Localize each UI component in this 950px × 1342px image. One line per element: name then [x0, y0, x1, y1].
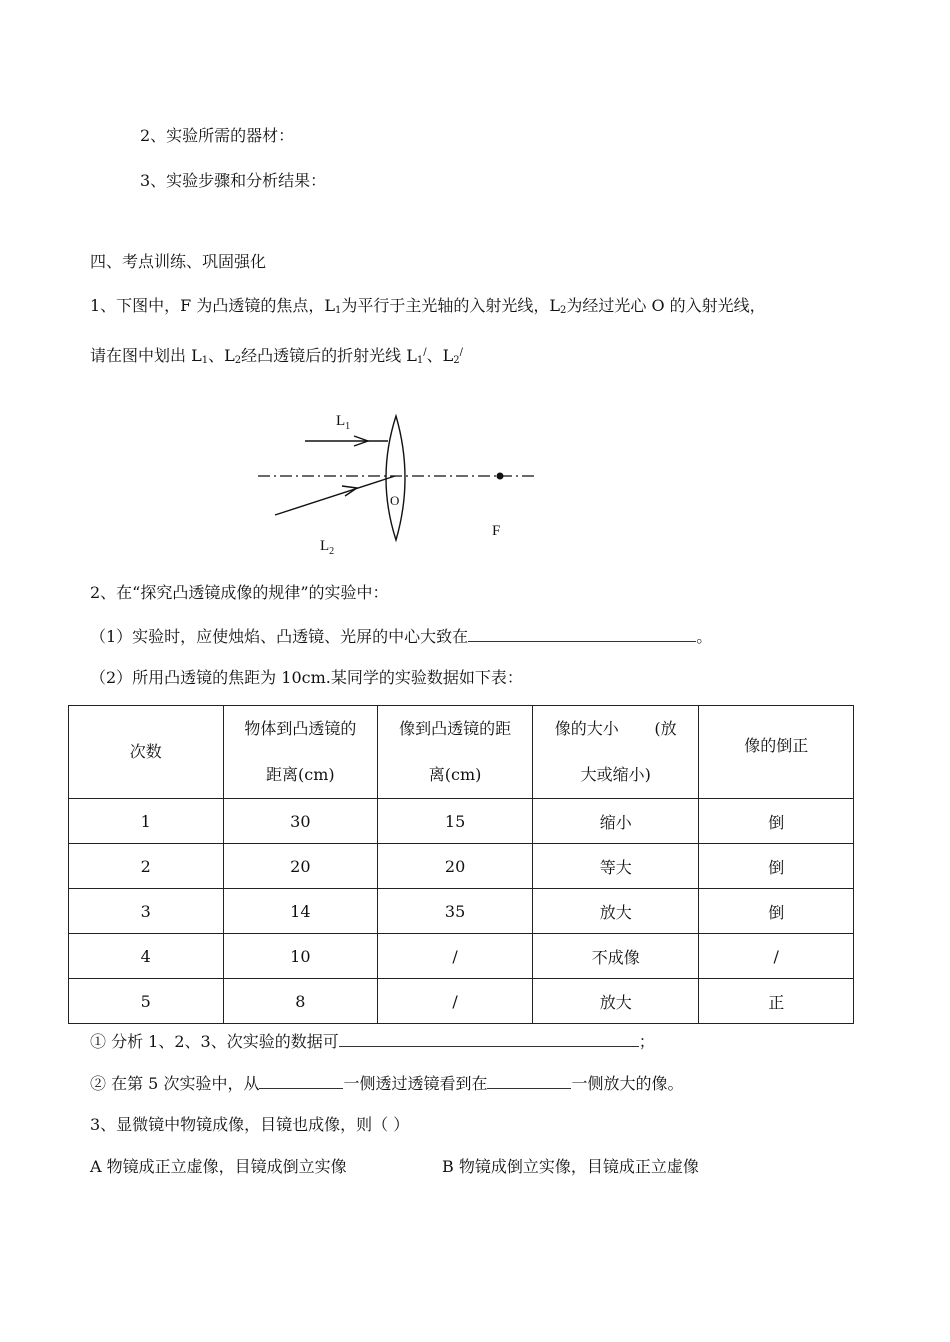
cell-trial: 2	[69, 844, 224, 889]
section-4-heading: 四、考点训练、巩固强化	[90, 252, 267, 271]
q1-text-a: 1、下图中，F 为凸透镜的焦点，L	[90, 296, 335, 315]
answer-blank-analysis-1[interactable]	[339, 1030, 639, 1047]
cell-image-distance: /	[378, 979, 533, 1024]
ray-l2	[275, 476, 395, 515]
analysis-2	[90, 1072, 683, 1095]
label-optical-center: O	[390, 493, 400, 508]
question-3-option-a[interactable]: A 物镜成正立虚像，目镜成倒立实像	[90, 1157, 347, 1176]
cell-orientation: 倒	[699, 799, 854, 844]
question-3-option-b[interactable]: B 物镜成倒立实像，目镜成正立虚像	[442, 1157, 699, 1176]
q1b-sup-4: /	[459, 347, 463, 358]
cell-orientation: 倒	[699, 889, 854, 934]
cell-image-size: 缩小	[532, 799, 699, 844]
analysis-2-text-c: 一侧放大的像。	[571, 1074, 684, 1093]
question-2-part-1	[90, 625, 712, 648]
experiment-data-table	[68, 705, 854, 1024]
convex-lens-diagram	[250, 400, 550, 565]
q1-sub-1: 1	[335, 305, 342, 316]
cell-image-distance: 15	[378, 799, 533, 844]
cell-trial: 4	[69, 934, 224, 979]
cell-image-distance: 35	[378, 889, 533, 934]
item-3-steps: 3、实验步骤和分析结果：	[140, 171, 327, 190]
cell-object-distance: 8	[223, 979, 378, 1024]
q1b-text-c: 经凸透镜后的折射光线 L	[241, 346, 417, 365]
question-1-line-2	[90, 342, 463, 372]
answer-blank-center-line[interactable]	[468, 625, 696, 642]
cell-trial: 1	[69, 799, 224, 844]
analysis-2-text-b: 一侧透过透镜看到在	[343, 1074, 488, 1093]
q1b-text-a: 请在图中划出 L	[90, 346, 202, 365]
cell-image-size: 不成像	[532, 934, 699, 979]
cell-image-distance: /	[378, 934, 533, 979]
table-row	[69, 799, 854, 844]
table-row	[69, 844, 854, 889]
focal-point-dot	[497, 473, 504, 480]
answer-blank-analysis-2a[interactable]	[259, 1072, 343, 1089]
table-row	[69, 934, 854, 979]
cell-image-size: 放大	[532, 979, 699, 1024]
question-2: 2、在“探究凸透镜成像的规律”的实验中：	[90, 583, 389, 602]
cell-image-size: 放大	[532, 889, 699, 934]
q1-text-b: 为平行于主光轴的入射光线，L	[341, 296, 561, 315]
cell-image-distance: 20	[378, 844, 533, 889]
question-1-line-1	[90, 295, 766, 322]
q1b-text-d: 、L	[426, 346, 454, 365]
q2-1-period: 。	[696, 627, 713, 646]
cell-object-distance: 30	[223, 799, 378, 844]
cell-object-distance: 14	[223, 889, 378, 934]
header-image-orientation: 像的倒正	[699, 706, 854, 799]
q1-text-c: 为经过光心 O 的入射光线，	[566, 296, 766, 315]
header-image-size: 像的大小 (放 大或缩小)	[532, 706, 699, 799]
q1b-sub-1: 1	[201, 355, 209, 366]
analysis-2-text-a: ② 在第 5 次实验中，从	[90, 1074, 260, 1093]
analysis-1-end: ；	[638, 1032, 655, 1051]
cell-orientation: 正	[699, 979, 854, 1024]
cell-trial: 3	[69, 889, 224, 934]
label-l1: $L_1$	[336, 413, 351, 432]
cell-object-distance: 10	[223, 934, 378, 979]
q1b-sup-3: /	[423, 347, 427, 358]
q1-sub-2: 2	[560, 305, 567, 316]
question-2-part-2: （2）所用凸透镜的焦距为 10cm.某同学的实验数据如下表：	[90, 668, 523, 687]
analysis-1	[90, 1030, 655, 1053]
cell-orientation: /	[699, 934, 854, 979]
q1b-text-b: 、L	[208, 346, 235, 365]
analysis-1-text: ① 分析 1、2、3、次实验的数据可	[90, 1032, 339, 1051]
q2-1-text: （1）实验时，应使烛焰、凸透镜、光屏的中心大致在	[90, 627, 469, 646]
cell-object-distance: 20	[223, 844, 378, 889]
table-row	[69, 889, 854, 934]
table-row	[69, 979, 854, 1024]
q1b-sub-4: 2	[453, 355, 460, 366]
cell-orientation: 倒	[699, 844, 854, 889]
question-3: 3、显微镜中物镜成像，目镜也成像，则（ ）	[90, 1115, 410, 1134]
item-2-equipment: 2、实验所需的器材：	[140, 126, 295, 145]
q1b-sub-2: 2	[234, 355, 242, 366]
cell-trial: 5	[69, 979, 224, 1024]
header-trial: 次数	[69, 706, 224, 799]
table-header-row	[69, 706, 854, 799]
q1b-sub-3: 1	[416, 355, 424, 366]
header-image-distance: 像到凸透镜的距 离(cm)	[378, 706, 533, 799]
cell-image-size: 等大	[532, 844, 699, 889]
answer-blank-analysis-2b[interactable]	[487, 1072, 571, 1089]
header-object-distance: 物体到凸透镜的 距离(cm)	[223, 706, 378, 799]
label-focus: F	[492, 523, 501, 539]
label-l2: $L_2$	[320, 538, 335, 557]
